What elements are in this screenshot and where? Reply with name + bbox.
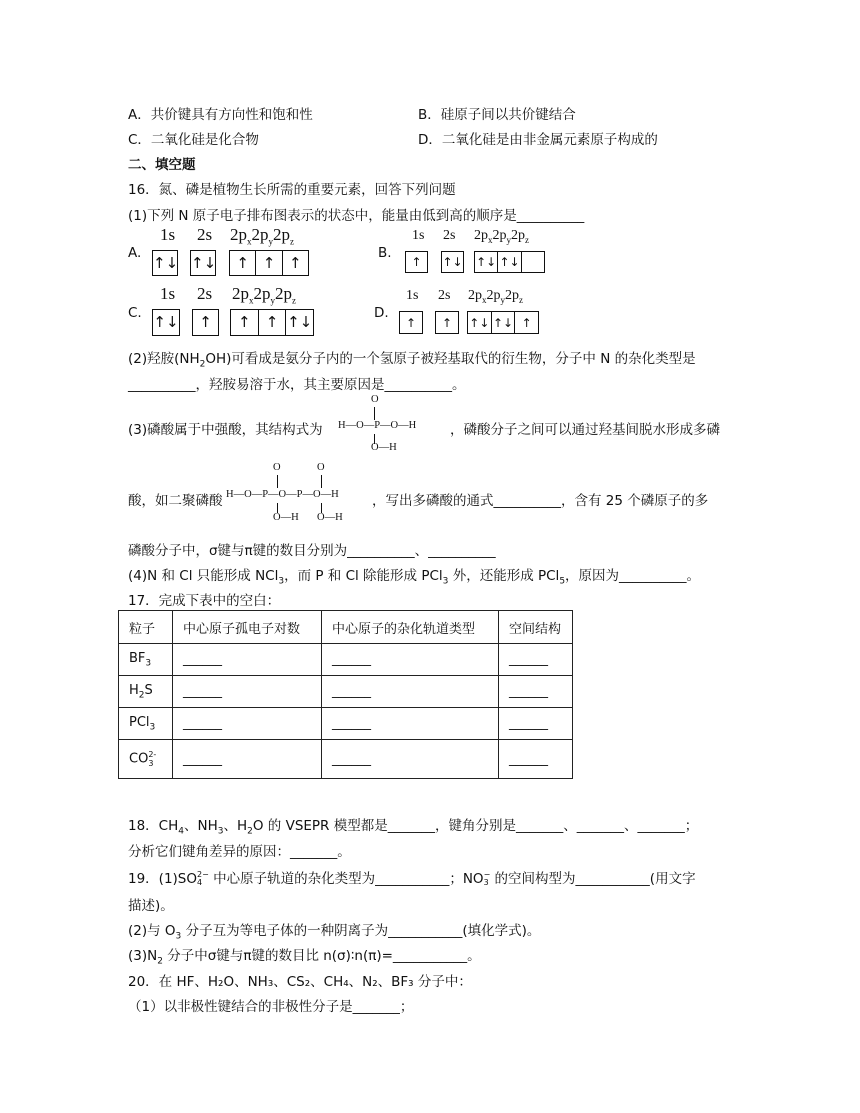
blank-cell: ______	[173, 740, 322, 779]
header-geometry: 空间结构	[499, 611, 573, 644]
diphosphoric-acid-structure: O O H—O—P—O—P—O—H O—H O—H	[226, 462, 343, 523]
q20-line1: 20．在 HF、H₂O、NH₃、CS₂、CH₄、N₂、BF₃ 分子中：	[128, 974, 472, 990]
diagram-label-c: C.	[128, 305, 142, 321]
blank-cell: ______	[322, 644, 499, 676]
q18-line2: 分析它们键角差异的原因：_______。	[128, 844, 351, 860]
diagram-label-b: B.	[378, 245, 392, 261]
orbital-header-c: 1s 2s $2p_x2p_y2p_z$	[160, 284, 296, 306]
orbital-b-2p: ↑↓ ↑↓	[474, 251, 545, 273]
phosphoric-acid-structure: O H—O—P—O—H O—H	[338, 394, 417, 453]
particle-cell: $BF_3$	[119, 644, 173, 676]
orbital-d-2s: ↑	[435, 311, 459, 334]
table-row	[119, 740, 573, 779]
blank-cell: ______	[322, 708, 499, 740]
orbital-a-2p: ↑ ↑ ↑	[229, 250, 309, 276]
blank-cell: ______	[173, 644, 322, 676]
orbital-c-2p: ↑ ↑ ↑↓	[230, 309, 314, 336]
table-row	[119, 676, 573, 708]
orbital-c-2s: ↑	[192, 309, 219, 336]
orbital-b-1s: ↑	[405, 251, 428, 273]
blank-cell: ______	[499, 644, 573, 676]
q16-part3-line1a: (3)磷酸属于中强酸，其结构式为	[128, 422, 323, 438]
orbital-b-2s: ↑↓	[441, 251, 464, 273]
blank-cell: ______	[322, 740, 499, 779]
q19-line2: 描述)。	[128, 898, 174, 914]
particle-cell: CO 2- 3	[119, 740, 173, 779]
option-a: A．共价键具有方向性和饱和性	[128, 107, 313, 123]
q19-line3: (2)与 $O_3$ 分子互为等电子体的一种阴离子为___________(填化学式)。	[128, 923, 541, 942]
option-d: D．二氧化硅是由非金属元素原子构成的	[418, 132, 658, 148]
blank-cell: ______	[499, 708, 573, 740]
blank-cell: ______	[173, 676, 322, 708]
blank-cell: ______	[499, 740, 573, 779]
particle-cell: $H_2S$	[119, 676, 173, 708]
header-hybridization: 中心原子的杂化轨道类型	[322, 611, 499, 644]
q20-line2: （1）以非极性键结合的非极性分子是_______；	[128, 999, 414, 1015]
q19-line1: 19．(1)SO 2− 4 中心原子轨道的杂化类型为___________；NO − 3 的空间构型为___________(用文字	[128, 870, 696, 887]
particle-cell: PCl$_3$	[119, 708, 173, 740]
q16-part3-line2b: ，写出多磷酸的通式__________，含有 25 个磷原子的多	[372, 493, 709, 509]
orbital-header-b: 1s 2s $2p_x2p_y2p_z$	[412, 228, 529, 245]
orbital-d-2p: ↑↓ ↑↓ ↑	[467, 311, 539, 334]
table-header-row	[119, 611, 573, 644]
q16-stem: 16．氮、磷是植物生长所需的重要元素，回答下列问题	[128, 182, 456, 198]
diagram-label-d: D.	[374, 305, 389, 321]
table-row	[119, 708, 573, 740]
hybridization-table	[118, 610, 573, 779]
orbital-a-2s: ↑↓	[190, 250, 216, 276]
q16-part3-line1b: ，磷酸分子之间可以通过羟基间脱水形成多磷	[450, 422, 720, 438]
q18-line1: 18．$CH_4$、$NH_3$、$H_2O$ 的 VSEPR 模型都是_______，键角分别是_______、_______、_______；	[128, 818, 699, 837]
diagram-label-a: A.	[128, 245, 142, 261]
q17-stem: 17．完成下表中的空白：	[128, 593, 281, 609]
blank-cell: ______	[322, 676, 499, 708]
header-lone-pairs: 中心原子孤电子对数	[173, 611, 322, 644]
q16-part4: (4)N 和 Cl 只能形成 NCl$_3$，而 P 和 Cl 除能形成 PCl$_3$ 外，还能形成 PCl$_5$，原因为__________。	[128, 568, 701, 587]
section-title: 二、填空题	[128, 157, 196, 173]
orbital-header-d: 1s 2s $2p_x2p_y2p_z$	[406, 288, 523, 305]
q16-part3-line3: 磷酸分子中，σ键与π键的数目分别为__________、__________	[128, 543, 496, 559]
q19-line4: $(3)N_2$ 分子中σ键与π键的数目比 n(σ)∶n(π)=___________。	[128, 948, 481, 967]
orbital-a-1s: ↑↓	[152, 250, 178, 276]
header-particle: 粒子	[119, 611, 173, 644]
blank-cell: ______	[499, 676, 573, 708]
table-row	[119, 644, 573, 676]
option-b: B．硅原子间以共价键结合	[418, 107, 576, 123]
q16-part2-line2: __________，羟胺易溶于水，其主要原因是__________。	[128, 377, 466, 393]
option-c: C．二氧化硅是化合物	[128, 132, 259, 148]
blank-cell: ______	[173, 708, 322, 740]
q16-part1: (1)下列 N 原子电子排布图表示的状态中，能量由低到高的顺序是__________	[128, 208, 585, 224]
orbital-d-1s: ↑	[399, 311, 423, 334]
q16-part3-line2a: 酸，如二聚磷酸	[128, 493, 223, 509]
orbital-c-1s: ↑↓	[152, 309, 180, 336]
orbital-header-a: 1s 2s $2p_x2p_y2p_z$	[160, 225, 294, 247]
q16-part2-line1: (2)羟胺$(NH_2OH)$可看成是氨分子内的一个氢原子被羟基取代的衍生物，分子中 N 的杂化类型是	[128, 351, 696, 370]
